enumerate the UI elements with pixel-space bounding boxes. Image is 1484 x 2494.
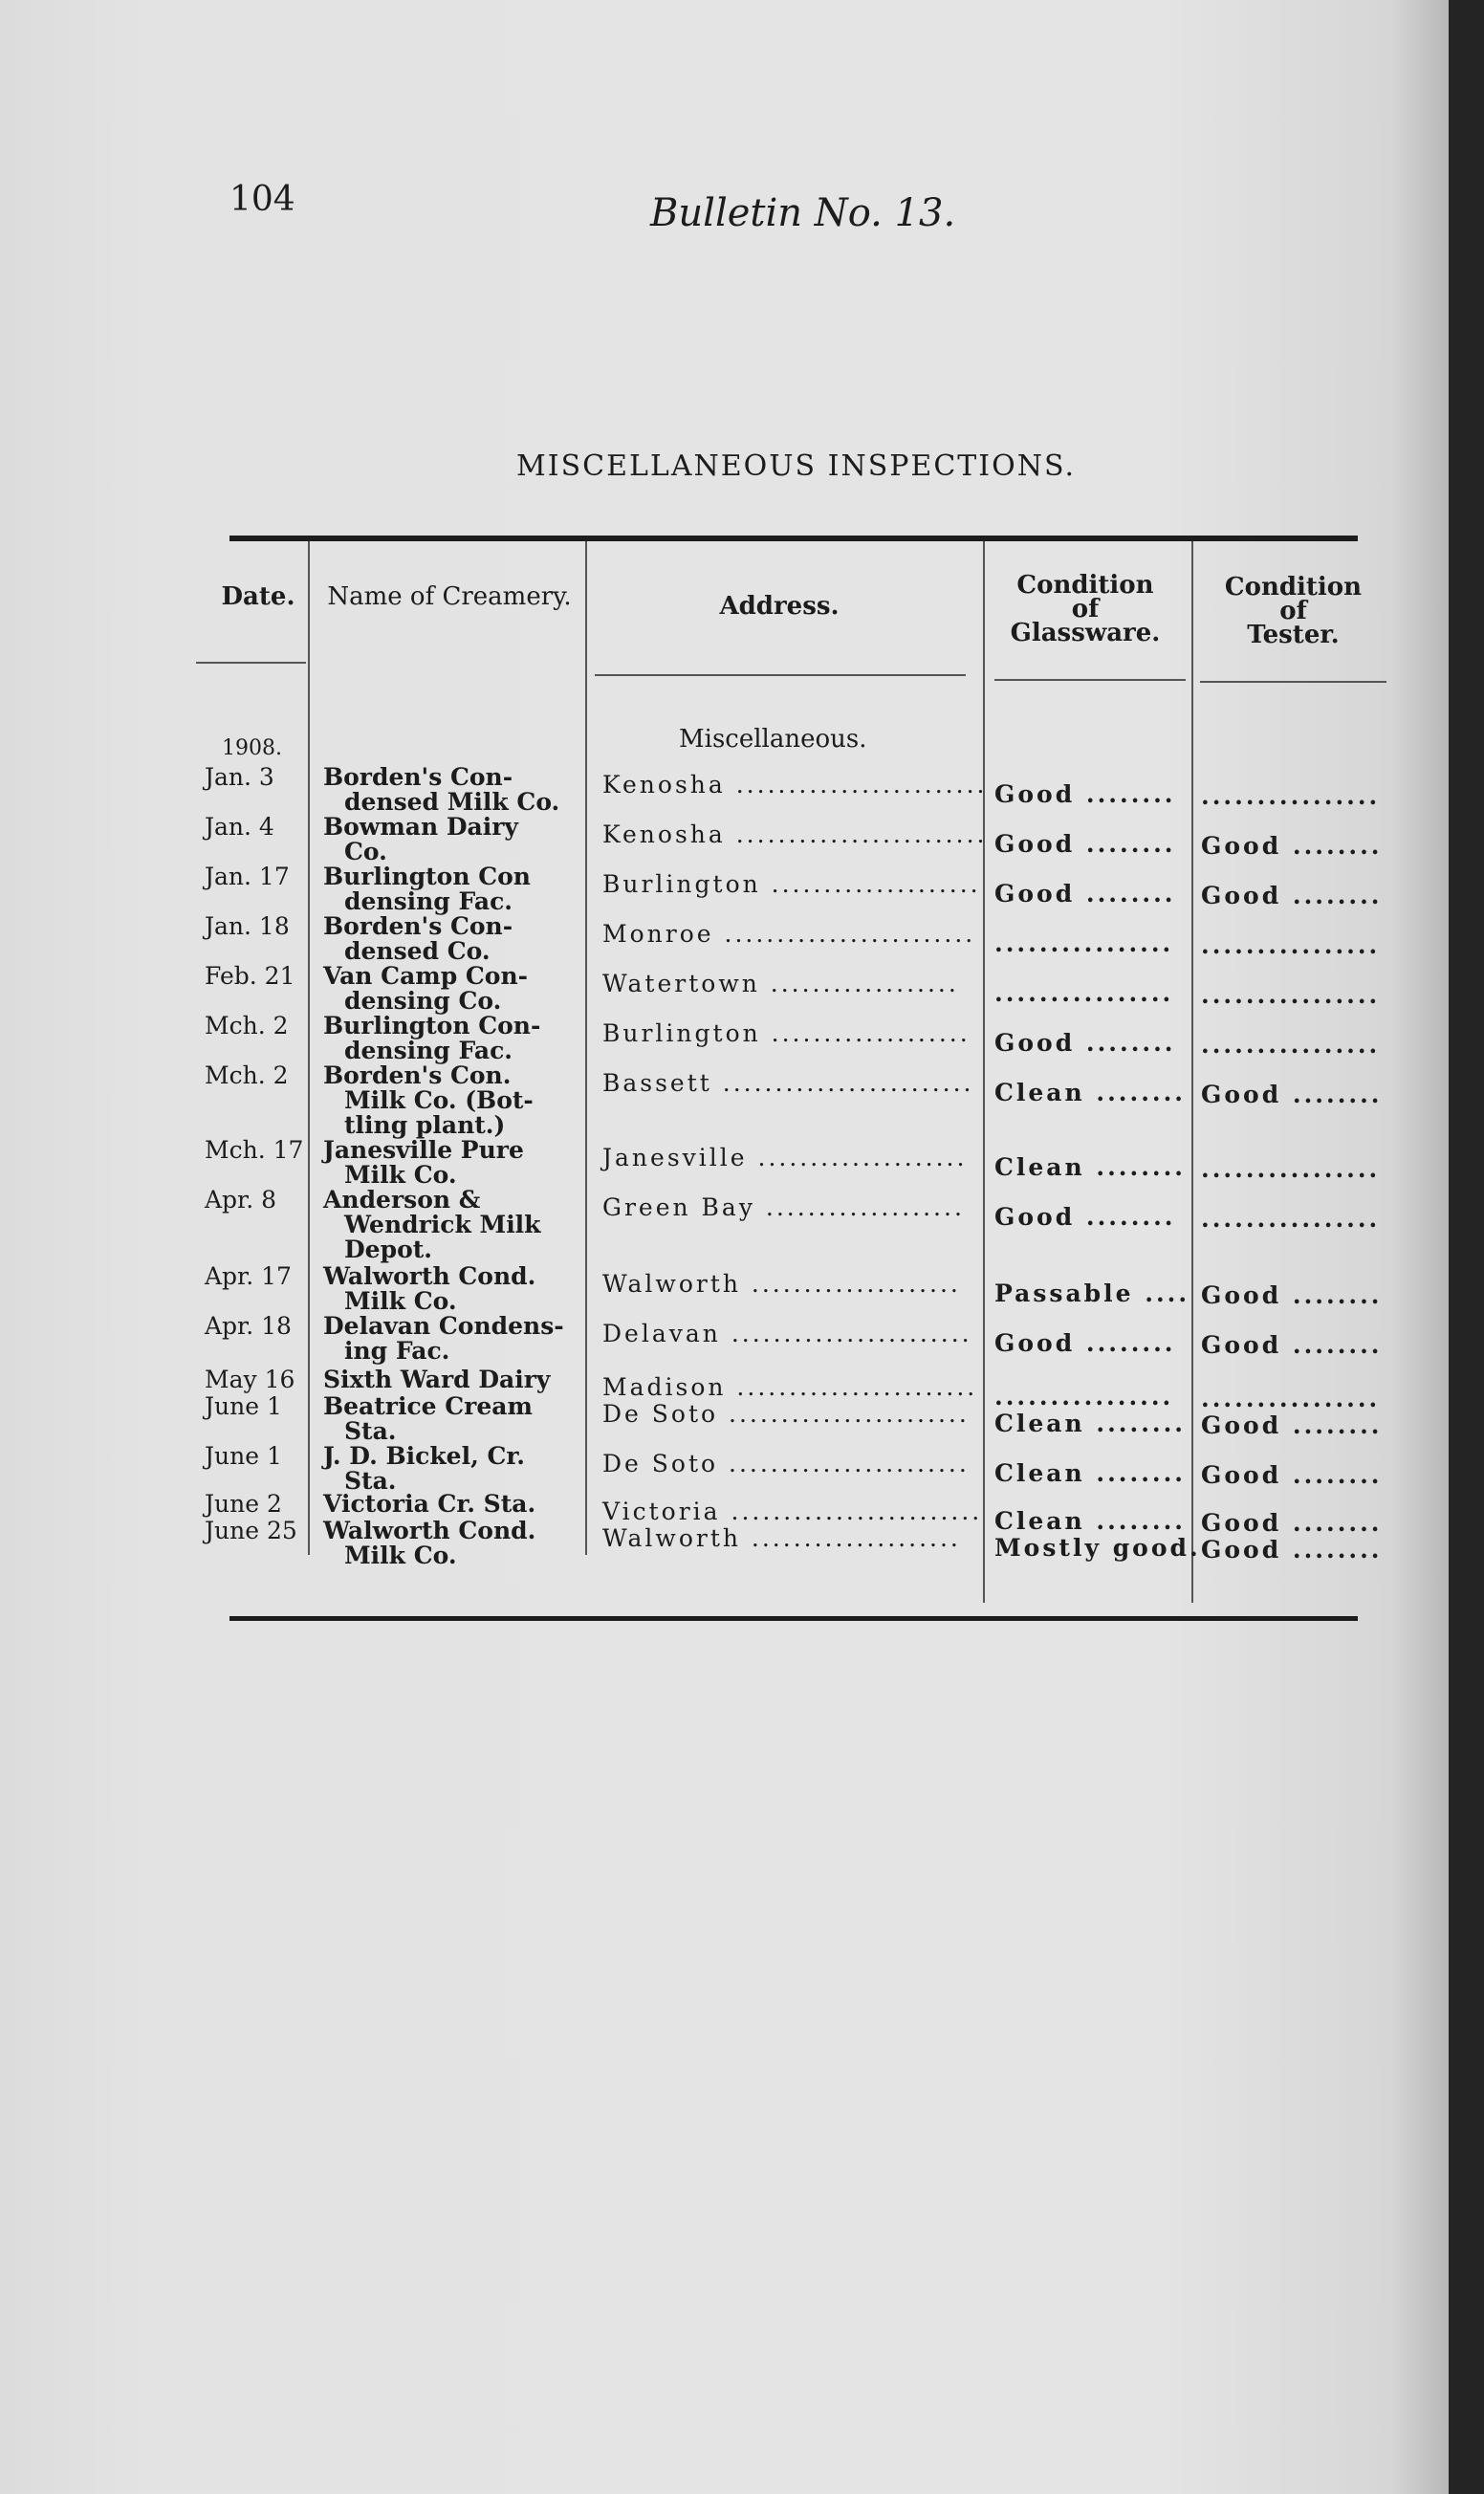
row-date: Jan. 3 — [205, 763, 274, 791]
row-tester: Good ........ — [1201, 1081, 1383, 1108]
row-name-line2: Sta. — [344, 1417, 397, 1445]
row-address: Victoria ........................ — [602, 1498, 983, 1525]
page-number: 104 — [229, 180, 295, 219]
row-tester: Good ........ — [1201, 1281, 1383, 1309]
row-date: Jan. 4 — [205, 813, 274, 841]
row-address: De Soto ....................... — [602, 1400, 970, 1428]
header-rule-date — [196, 662, 306, 664]
row-tester: ................ — [1201, 1205, 1381, 1233]
row-name-line1: Delavan Condens- — [323, 1312, 564, 1340]
row-name-line1: Sixth Ward Dairy — [323, 1366, 551, 1393]
row-date: Mch. 2 — [205, 1061, 289, 1089]
row-date: Jan. 18 — [205, 912, 290, 940]
header-tester — [1195, 573, 1391, 649]
row-name-line1: Beatrice Cream — [323, 1392, 533, 1420]
row-name-line1: Walworth Cond. — [323, 1262, 536, 1290]
row-tester: ................ — [1201, 981, 1381, 1009]
row-glassware: ................ — [994, 1383, 1174, 1411]
row-date: June 25 — [205, 1517, 297, 1544]
row-name-line1: Walworth Cond. — [323, 1517, 536, 1544]
row-name-line1: Anderson & — [323, 1186, 481, 1214]
row-name-line2: densing Co. — [344, 987, 502, 1015]
row-name-line2: densing Fac. — [344, 887, 513, 915]
header-glassware — [985, 571, 1186, 647]
row-name-line1: Borden's Con- — [323, 912, 513, 940]
row-address: Watertown .................. — [602, 970, 959, 997]
year-label: 1908. — [222, 736, 282, 760]
header-tester-line2: of — [1279, 597, 1307, 625]
row-date: June 1 — [205, 1442, 282, 1470]
row-glassware: Good ........ — [994, 830, 1176, 858]
row-glassware: Clean ........ — [994, 1153, 1187, 1181]
row-tester: ................ — [1201, 1031, 1381, 1059]
row-glassware: Clean ........ — [994, 1507, 1187, 1535]
row-date: May 16 — [205, 1366, 295, 1393]
row-date: Apr. 8 — [205, 1186, 277, 1214]
row-name-line3: Depot. — [344, 1236, 432, 1263]
row-name-line2: densed Co. — [344, 937, 491, 965]
column-divider-3 — [983, 541, 985, 1603]
row-glassware: Clean ........ — [994, 1079, 1187, 1106]
row-glassware: Good ........ — [994, 780, 1176, 808]
row-address: Kenosha ........................ — [602, 771, 988, 799]
row-glassware: ................ — [994, 979, 1174, 1007]
row-name-line2: Wendrick Milk — [344, 1211, 541, 1238]
row-address: Walworth .................... — [602, 1270, 961, 1298]
bottom-rule — [229, 1616, 1358, 1621]
row-glassware: Good ........ — [994, 1329, 1176, 1357]
row-tester: Good ........ — [1201, 882, 1383, 909]
header-name: Name of Creamery. — [327, 582, 572, 611]
row-address: De Soto ....................... — [602, 1450, 970, 1477]
row-name-line1: Janesville Pure — [323, 1136, 524, 1164]
row-tester: Good ........ — [1201, 1331, 1383, 1359]
row-glassware: Good ........ — [994, 1203, 1176, 1231]
row-tester: ................ — [1201, 931, 1381, 959]
row-glassware: Good ........ — [994, 1029, 1176, 1057]
row-name-line2: Milk Co. — [344, 1287, 457, 1315]
row-date: Apr. 18 — [205, 1312, 292, 1340]
row-tester: Good ........ — [1201, 1536, 1383, 1564]
row-name-line1: Borden's Con- — [323, 763, 513, 791]
column-divider-4 — [1191, 541, 1193, 1603]
row-address: Bassett ........................ — [602, 1069, 974, 1097]
row-tester: ................ — [1201, 1155, 1381, 1183]
row-date: Apr. 17 — [205, 1262, 292, 1290]
row-address: Walworth .................... — [602, 1524, 961, 1552]
row-glassware: Clean ........ — [994, 1459, 1187, 1487]
column-divider-1 — [308, 541, 310, 1555]
row-name-line1: Burlington Con- — [323, 1012, 541, 1039]
header-address: Address. — [719, 592, 840, 621]
running-head: Bulletin No. 13. — [650, 191, 956, 235]
row-date: June 2 — [205, 1490, 282, 1518]
header-glassware-line2: of — [1071, 595, 1100, 624]
row-address: Delavan ....................... — [602, 1320, 972, 1347]
column-divider-2 — [585, 541, 587, 1555]
row-glassware: Good ........ — [994, 880, 1176, 908]
row-address: Monroe ........................ — [602, 920, 976, 948]
row-name-line2: densing Fac. — [344, 1037, 513, 1064]
header-tester-line3: Tester. — [1247, 621, 1340, 649]
row-name-line2: Sta. — [344, 1467, 397, 1495]
row-name-line1: Burlington Con — [323, 863, 531, 890]
row-name-line2: Co. — [344, 838, 387, 865]
row-glassware: Passable .... — [994, 1280, 1190, 1307]
row-date: June 1 — [205, 1392, 282, 1420]
row-name-line2: Milk Co. (Bot- — [344, 1086, 534, 1114]
row-name-line1: Victoria Cr. Sta. — [323, 1490, 536, 1518]
page-edge — [1449, 0, 1484, 2494]
top-rule — [229, 536, 1358, 541]
row-name-line2: Milk Co. — [344, 1542, 457, 1569]
header-rule-glass — [994, 679, 1186, 681]
row-tester: Good ........ — [1201, 1411, 1383, 1439]
row-address: Burlington ................... — [602, 1019, 971, 1047]
row-address: Burlington .................... — [602, 870, 981, 898]
row-name-line3: tling plant.) — [344, 1111, 506, 1139]
row-date: Mch. 17 — [205, 1136, 304, 1164]
row-tester: Good ........ — [1201, 832, 1383, 860]
row-glassware: Mostly good. — [994, 1534, 1201, 1562]
group-label: Miscellaneous. — [679, 725, 867, 754]
row-name-line1: Borden's Con. — [323, 1061, 512, 1089]
row-name-line1: Van Camp Con- — [323, 962, 529, 990]
row-date: Mch. 2 — [205, 1012, 289, 1039]
row-tester: Good ........ — [1201, 1461, 1383, 1489]
row-glassware: ................ — [994, 930, 1174, 957]
row-glassware: Clean ........ — [994, 1410, 1187, 1437]
row-date: Feb. 21 — [205, 962, 295, 990]
table-title: MISCELLANEOUS INSPECTIONS. — [516, 449, 1077, 483]
header-tester-line1: Condition — [1224, 573, 1363, 602]
row-address: Madison ....................... — [602, 1373, 978, 1401]
row-address: Janesville .................... — [602, 1144, 968, 1171]
header-glassware-line3: Glassware. — [1010, 619, 1161, 647]
row-name-line2: densed Milk Co. — [344, 788, 560, 816]
header-rule-tester — [1200, 681, 1386, 683]
row-name-line1: Bowman Dairy — [323, 813, 518, 841]
row-tester: ................ — [1201, 782, 1381, 810]
row-address: Kenosha ........................ — [602, 820, 988, 848]
row-tester: ................ — [1201, 1385, 1381, 1412]
row-name-line1: J. D. Bickel, Cr. — [323, 1442, 525, 1470]
row-tester: Good ........ — [1201, 1509, 1383, 1537]
row-name-line2: Milk Co. — [344, 1161, 457, 1189]
header-date: Date. — [221, 582, 295, 611]
header-rule-address — [595, 674, 966, 676]
row-date: Jan. 17 — [205, 863, 290, 890]
header-glassware-line1: Condition — [1016, 571, 1154, 600]
row-name-line2: ing Fac. — [344, 1337, 450, 1365]
row-address: Green Bay ................... — [602, 1193, 965, 1221]
